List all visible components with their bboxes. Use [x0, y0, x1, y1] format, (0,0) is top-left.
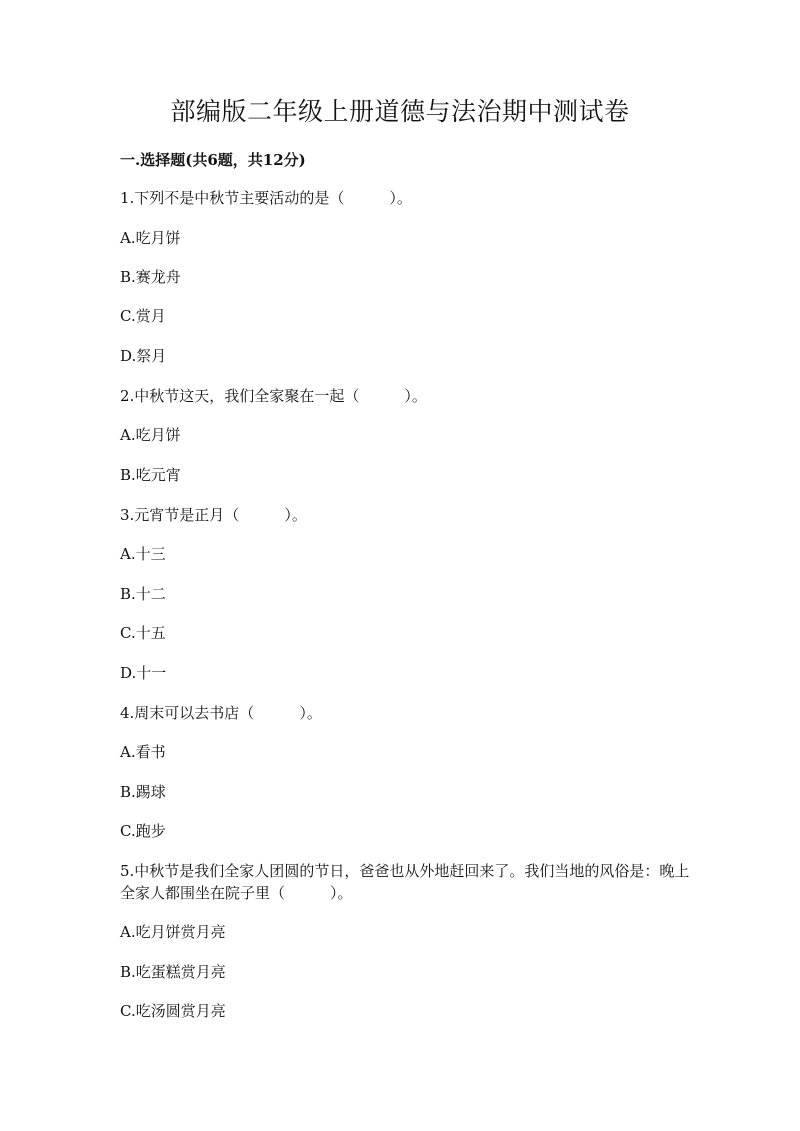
- question-5-option-c: C.吃汤圆赏月亮: [120, 1002, 226, 1020]
- question-1-option-c: C.赏月: [120, 307, 166, 325]
- question-1-option-d: D.祭月: [120, 347, 167, 365]
- question-1-option-b: B.赛龙舟: [120, 268, 181, 286]
- page-title: 部编版二年级上册道德与法治期中测试卷: [170, 97, 630, 126]
- question-1-option-a: A.吃月饼: [120, 229, 181, 247]
- question-1-stem: 1.下列不是中秋节主要活动的是（ ）。: [120, 189, 412, 207]
- question-2-option-b: B.吃元宵: [120, 466, 181, 484]
- question-5-option-b: B.吃蛋糕赏月亮: [120, 963, 226, 981]
- question-4-option-c: C.跑步: [120, 822, 166, 840]
- question-3-option-d: D.十一: [120, 664, 167, 682]
- question-4-stem: 4.周末可以去书店（ ）。: [120, 704, 322, 722]
- question-2-stem: 2.中秋节这天，我们全家聚在一起（ ）。: [120, 387, 427, 405]
- question-5-option-a: A.吃月饼赏月亮: [120, 923, 226, 941]
- question-4-option-a: A.看书: [120, 743, 166, 761]
- question-5-stem: 5.中秋节是我们全家人团圆的节日，爸爸也从外地赶回来了。我们当地的风俗是：晚上全家人都围坐在院子里（ ）。: [120, 862, 690, 902]
- question-3-option-c: C.十五: [120, 624, 166, 642]
- question-2-option-a: A.吃月饼: [120, 426, 181, 444]
- question-3-stem: 3.元宵节是正月（ ）。: [120, 506, 307, 524]
- question-3-option-a: A.十三: [120, 545, 166, 563]
- question-4-option-b: B.踢球: [120, 783, 166, 801]
- section-heading: 一.选择题(共6题，共12分): [120, 151, 306, 169]
- question-3-option-b: B.十二: [120, 585, 166, 603]
